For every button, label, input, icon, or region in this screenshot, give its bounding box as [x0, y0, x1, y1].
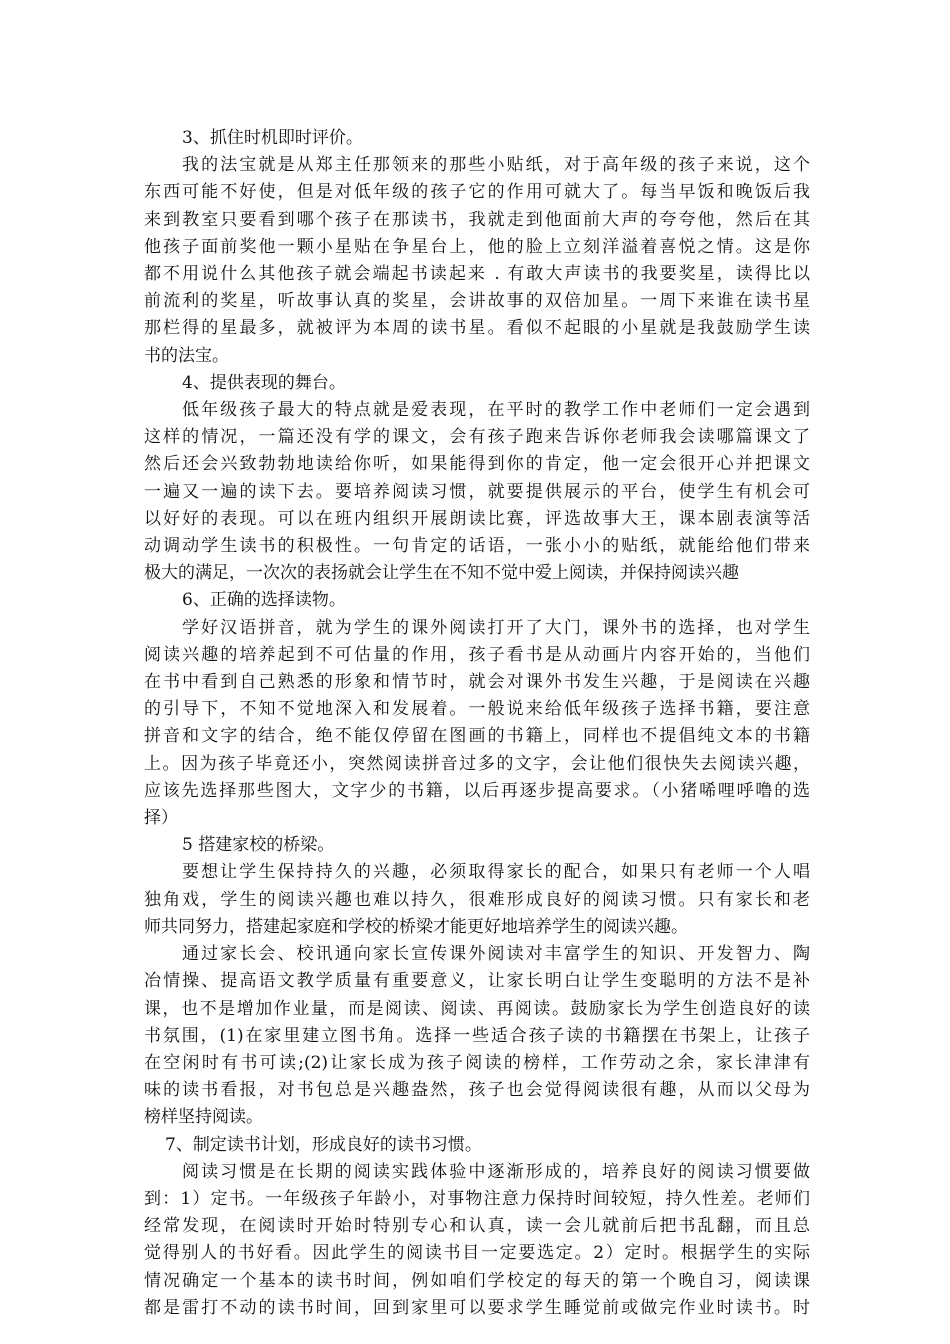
paragraph-line: 我的法宝就是从郑主任那领来的那些小贴纸，对于高年级的孩子来说，这个 [182, 155, 810, 176]
paragraph-line: 课，也不是增加作业量，而是阅读、阅读、再阅读。鼓励家长为学生创造良好的读 [144, 998, 810, 1019]
paragraph-line: 来到教室只要看到哪个孩子在那读书，我就走到他面前大声的夸夸他，然后在其 [144, 209, 810, 230]
body-paragraph [144, 941, 810, 1131]
paragraph-line: 前流利的奖星，听故事认真的奖星，会讲故事的双倍加星。一周下来谁在读书星 [144, 291, 810, 312]
paragraph-line: 经常发现，在阅读时开始时特别专心和认真，读一会儿就前后把书乱翻，而且总 [144, 1216, 810, 1237]
body-paragraph [144, 859, 810, 941]
paragraph-line: 榜样坚持阅读。 [144, 1107, 263, 1128]
paragraph-line: 书氛围，(1)在家里建立图书角。选择一些适合孩子读的书籍摆在书架上，让孩子 [144, 1025, 810, 1046]
paragraph-line: 他孩子面前奖他一颗小星贴在争星台上，他的脸上立刻洋溢着喜悦之情。这是你 [144, 236, 810, 257]
paragraph-line: 独角戏，学生的阅读兴趣也难以持久，很难形成良好的阅读习惯。只有家长和老 [144, 889, 810, 910]
paragraph-line: 上。因为孩子毕竟还小，突然阅读拼音过多的文字，会让他们很快失去阅读兴趣， [144, 753, 810, 774]
paragraph-line: 东西可能不好使，但是对低年级的孩子它的作用可就大了。每当早饭和晚饭后我 [144, 182, 810, 203]
paragraph-line: 应该先选择那些图大，文字少的书籍，以后再逐步提高要求。（小猪唏哩呼噜的选 [144, 780, 810, 801]
paragraph-line: 书的法宝。 [144, 345, 229, 366]
paragraph-line: 极大的满足，一次次的表扬就会让学生在不知不觉中爱上阅读，并保持阅读兴趣 [144, 563, 739, 584]
paragraph-line: 阅读兴趣的培养起到不可估量的作用，孩子看书是从动画片内容开始的，当他们 [144, 644, 810, 665]
paragraph-line: 都不用说什么其他孩子就会端起书读起来 . 有敢大声读书的我要奖星，读得比以 [144, 264, 810, 285]
section-heading [144, 1132, 810, 1159]
paragraph-line: 低年级孩子最大的特点就是爱表现，在平时的教学工作中老师们一定会遇到 [182, 400, 810, 421]
body-paragraph [144, 152, 810, 370]
heading-text: 4、提供表现的舞台。 [182, 372, 346, 393]
paragraph-line: 的引导下，不知不觉地深入和发展着。一般说来给低年级孩子选择书籍，要注意 [144, 699, 810, 720]
paragraph-line: 那栏得的星最多，就被评为本周的读书星。看似不起眼的小星就是我鼓励学生读 [144, 318, 810, 339]
paragraph-line: 这样的情况，一篇还没有学的课文，会有孩子跑来告诉你老师我会读哪篇课文了 [144, 427, 810, 448]
paragraph-line: 味的读书看报，对书包总是兴趣盎然，孩子也会觉得阅读很有趣，从而以父母为 [144, 1080, 810, 1101]
paragraph-line: 学好汉语拼音，就为学生的课外阅读打开了大门，课外书的选择，也对学生 [182, 617, 810, 638]
paragraph-line: 冶情操、提高语文教学质量有重要意义，让家长明白让学生变聪明的方法不是补 [144, 971, 810, 992]
paragraph-line: 到：1）定书。一年级孩子年龄小，对事物注意力保持时间较短，持久性差。老师们 [144, 1188, 810, 1209]
paragraph-line: 师共同努力，搭建起家庭和学校的桥梁才能更好地培养学生的阅读兴趣。 [144, 916, 688, 937]
paragraph-line: 拼音和文字的结合，绝不能仅停留在图画的书籍上，同样也不提倡纯文本的书籍 [144, 726, 810, 747]
paragraph-line: 阅读习惯是在长期的阅读实践体验中逐渐形成的，培养良好的阅读习惯要做 [182, 1161, 810, 1182]
section-heading [144, 587, 810, 614]
body-paragraph [144, 1159, 810, 1322]
heading-text: 6、正确的选择读物。 [182, 590, 346, 611]
paragraph-line: 然后还会兴致勃勃地读给你听，如果能得到你的肯定，他一定会很开心并把课文 [144, 454, 810, 475]
section-heading [144, 125, 810, 152]
paragraph-line: 动调动学生读书的积极性。一句肯定的话语，一张小小的贴纸，就能给他们带来 [144, 536, 810, 557]
paragraph-line: 都是雷打不动的读书时间，回到家里可以要求学生睡觉前或做完作业时读书。时 [144, 1297, 810, 1318]
section-heading [144, 370, 810, 397]
paragraph-line: 情况确定一个基本的读书时间，例如咱们学校定的每天的第一个晚自习，阅读课 [144, 1270, 810, 1291]
section-heading [144, 832, 810, 859]
paragraph-line: 以好好的表现。可以在班内组织开展朗读比赛，评选故事大王，课本剧表演等活 [144, 508, 810, 529]
paragraph-line: 择） [144, 808, 178, 829]
body-paragraph [144, 615, 810, 833]
paragraph-line: 觉得别人的书好看。因此学生的阅读书目一定要选定。2）定时。根据学生的实际 [144, 1243, 810, 1264]
body-paragraph [144, 397, 810, 587]
heading-text: 7、制定读书计划，形成良好的读书习惯。 [165, 1134, 482, 1155]
heading-text: 5 搭建家校的桥梁。 [182, 835, 335, 856]
heading-text: 3、抓住时机即时评价。 [182, 128, 363, 148]
paragraph-line: 在空闲时有书可读;(2)让家长成为孩子阅读的榜样，工作劳动之余，家长津津有 [144, 1052, 810, 1073]
paragraph-line: 在书中看到自己熟悉的形象和情节时，就会对课外书发生兴趣，于是阅读在兴趣 [144, 672, 810, 693]
paragraph-line: 通过家长会、校讯通向家长宣传课外阅读对丰富学生的知识、开发智力、陶 [182, 944, 810, 965]
paragraph-line: 一遍又一遍的读下去。要培养阅读习惯，就要提供展示的平台，使学生有机会可 [144, 481, 810, 502]
paragraph-line: 要想让学生保持持久的兴趣，必须取得家长的配合，如果只有老师一个人唱 [182, 862, 810, 883]
